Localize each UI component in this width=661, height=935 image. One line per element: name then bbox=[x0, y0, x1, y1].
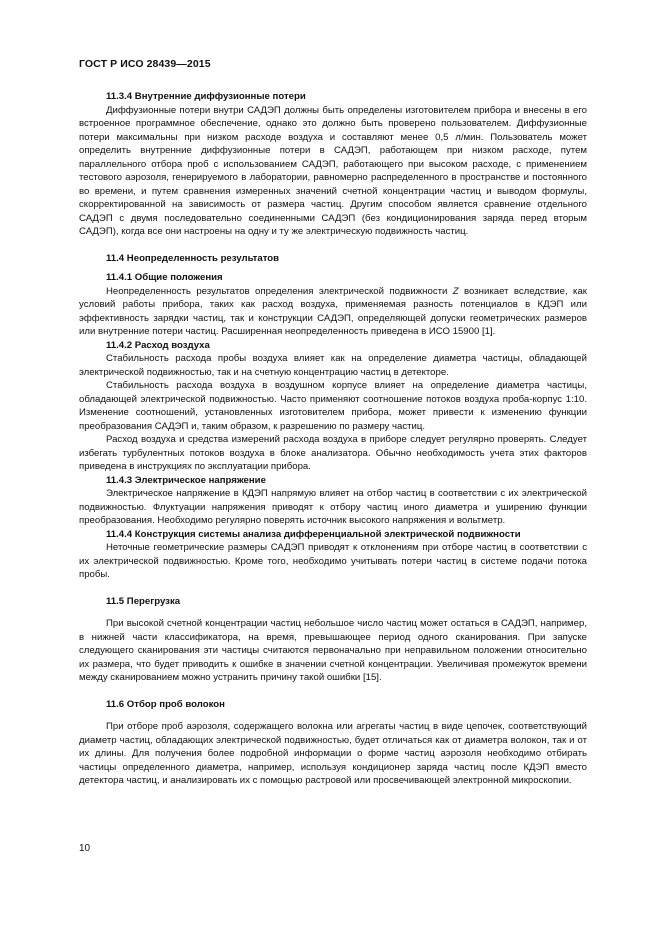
page-content bbox=[79, 90, 587, 788]
section-title-11-4: 11.4 Неопределенность результатов bbox=[106, 252, 280, 264]
section-title-11-6: 11.6 Отбор проб волокон bbox=[106, 698, 225, 710]
paragraph: Диффузионные потери внутри САДЭП должны быть определены изготовителем прибора и внесены в его встроенное программное обеспечение, однако это должно быть проверено пользователем. Диффузионные потери максимальны при низком расходе воздуха и составляют менее 0,5 л/мин. Пользователь может определить внутренние диффузионные потери в САДЭП, работающем при низком расходе, путем параллельного отбора проб с использованием САДЭП, работающего при высоком расходе, с применением тестового аэрозоля, генерируемого в лаборатории, равномерно распределенного в пространстве и постоянного во времени, и путем сравнения измеренных значений счетной концентрации частиц и выводом формулы, скорректированной на зависимость от размера частиц. Другим способом является сравнение отдельного САДЭП с двумя последовательно соединенными САДЭП (без кондиционирования заряда перед вторым САДЭП), когда все они настроены на одну и ту же электрическую подвижность частиц. bbox=[79, 104, 587, 237]
section-title-11-3-4: 11.3.4 Внутренние диффузионные потери bbox=[106, 91, 306, 102]
paragraph: Неточные геометрические размеры САДЭП приводят к отклонениям при отборе частиц в соответствии с их электрической подвижностью. Кроме того, необходимо учитывать потери частиц в системе подачи потока пробы. bbox=[79, 542, 587, 580]
paragraph: Неопределенность результатов определения электрической подвижности Z возникает вследствие, как условий работы прибора, таких как расход воздуха, применяемая разность потенциалов в КДЭП или эффективность зарядки частиц, так и конструкции САДЭП, определяющей допуски геометрических размеров или внутренние потери частиц. Расширенная неопределенность приведена в ИСО 15900 [1]. bbox=[79, 285, 587, 337]
paragraph: При отборе проб аэрозоля, содержащего волокна или агрегаты частиц в виде цепочек, соответствующий диаметр частиц, обладающих электрической подвижностью, будет отличаться как от диаметра волокон, так и от их длины. Для получения более подробной информации о форме частиц аэрозоля необходимо отбирать частицы определенного диаметра, например, используя кондиционер заряда частиц после КДЭП вместо детектора частиц, и анализировать их с помощью растровой или просвечивающей электронной микроскопии. bbox=[79, 721, 587, 786]
paragraph: Стабильность расхода пробы воздуха влияет как на определение диаметра частицы, обладающей электрической подвижностью, так и на счетную концентрацию частиц в детекторе. bbox=[79, 353, 587, 378]
section-title-11-5: 11.5 Перегрузка bbox=[106, 595, 181, 607]
variable-z: Z bbox=[452, 285, 459, 297]
document-header: ГОСТ Р ИСО 28439—2015 bbox=[79, 58, 211, 70]
page-number: 10 bbox=[79, 843, 91, 854]
section-title-11-4-2: 11.4.2 Расход воздуха bbox=[106, 339, 210, 351]
section-title-11-4-3: 11.4.3 Электрическое напряжение bbox=[106, 474, 266, 486]
paragraph: Стабильность расхода воздуха в воздушном корпусе влияет на определение диаметра частицы, обладающей электрической подвижностью. Часто применяют соотношение потоков воздуха проба-корпус 1:10. Изменение соотношений, установленных изготовителем прибора, может привести к изменению функции преобразования САДЭП и, таким образом, к разрешению по размеру частиц. bbox=[79, 380, 587, 432]
section-title-11-4-1: 11.4.1 Общие положения bbox=[106, 272, 223, 283]
section-title-11-4-4: 11.4.4 Конструкция системы анализа дифференциальной электрической подвижности bbox=[106, 528, 521, 540]
paragraph: Расход воздуха и средства измерений расхода воздуха в приборе следует регулярно проверять. Следует избегать турбулентных потоков воздуха в блоке анализатора. Обычно необходимость учета этих факторов приведена в инструкциях по эксплуатации прибора. bbox=[79, 434, 587, 472]
paragraph: Электрическое напряжение в КДЭП напрямую влияет на отбор частиц в соответствии с их электрической подвижностью. Флуктуации напряжения приводят к отбору частиц иного диаметра и уширению функции преобразования. Необходимо регулярно поверять источник высокого напряжения и вольтметр. bbox=[79, 488, 587, 526]
paragraph: При высокой счетной концентрации частиц небольшое число частиц может остаться в САДЭП, например, в нижней части классификатора, на время, превышающее период одного сканирования. При запуске следующего сканирования эти частицы считаются первоначально при неправильном положении относительно их размера, что будет приводить к ошибке в значении счетной концентрации. Увеличивая промежуток времени между сканированием можно устранить причину такой ошибки [15]. bbox=[79, 618, 587, 683]
